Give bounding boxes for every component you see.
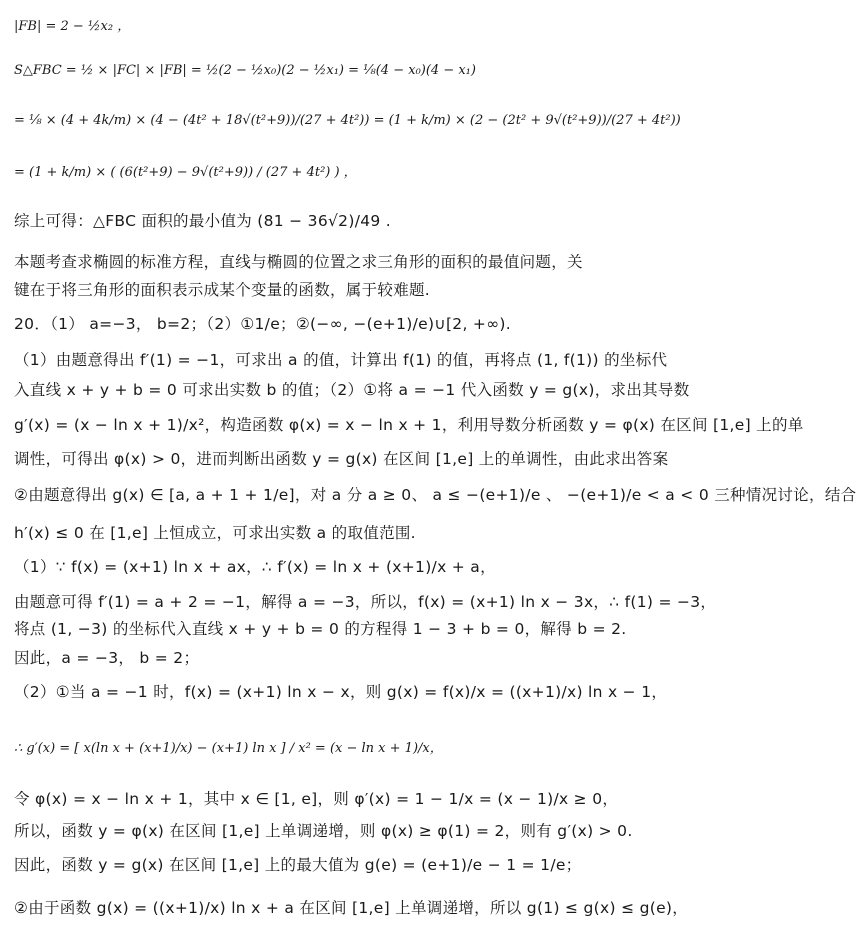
text-line-1: |FB| = 2 − ½x₂ ， bbox=[14, 19, 131, 34]
text-line-10: 入直线 x + y + b = 0 可求出实数 b 的值；（2）①将 a = −1 代入函数 y = g(x)，求出其导数 bbox=[14, 381, 690, 399]
text-line-16: 由题意可得 f′(1) = a + 2 = −1，解得 a = −3，所以，f(x) = (x+1) ln x − 3x，∴ f(1) = −3， bbox=[14, 593, 717, 611]
text-line-11: g′(x) = (x − ln x + 1)/x²，构造函数 φ(x) = x − ln x + 1，利用导数分析函数 y = φ(x) 在区间 [1,e] 上的单 bbox=[14, 416, 804, 434]
text-line-4: = (1 + k/m) × ( (6(t²+9) − 9√(t²+9)) / (27 + 4t²) ) ， bbox=[14, 165, 357, 180]
text-line-19: （2）①当 a = −1 时，f(x) = (x+1) ln x − x，则 g(x) = f(x)/x = ((x+1)/x) ln x − 1， bbox=[14, 683, 668, 701]
text-line-23: 因此，函数 y = g(x) 在区间 [1,e] 上的最大值为 g(e) = (e+1)/e − 1 = 1/e； bbox=[14, 856, 582, 874]
text-line-14: h′(x) ≤ 0 在 [1,e] 上恒成立，可求出实数 a 的取值范围. bbox=[14, 524, 416, 542]
text-line-7: 键在于将三角形的面积表示成某个变量的函数，属于较难题. bbox=[14, 281, 431, 299]
text-line-24: ②由于函数 g(x) = ((x+1)/x) ln x + a 在区间 [1,e] 上单调递增，所以 g(1) ≤ g(x) ≤ g(e)， bbox=[14, 899, 689, 917]
text-line-5: 综上可得：△FBC 面积的最小值为 (81 − 36√2)/49 . bbox=[14, 212, 391, 230]
text-line-2: S△FBC = ½ × |FC| × |FB| = ½(2 − ½x₀)(2 − ½x₁) = ⅛(4 − x₀)(4 − x₁) bbox=[14, 63, 476, 78]
text-line-18: 因此，a = −3， b = 2； bbox=[14, 649, 200, 667]
text-line-21: 令 φ(x) = x − ln x + 1，其中 x ∈ [1, e]，则 φ′(x) = 1 − 1/x = (x − 1)/x ≥ 0， bbox=[14, 790, 619, 808]
text-line-6: 本题考查求椭圆的标准方程，直线与椭圆的位置之求三角形的面积的最值问题，关 bbox=[14, 253, 583, 271]
text-line-15: （1）∵ f(x) = (x+1) ln x + ax，∴ f′(x) = ln x + (x+1)/x + a， bbox=[14, 558, 496, 576]
text-line-13: ②由题意得出 g(x) ∈ [a, a + 1 + 1/e]，对 a 分 a ≥ 0、 a ≤ −(e+1)/e 、 −(e+1)/e < a < 0 三种情况讨论，结合 bbox=[14, 486, 856, 504]
text-line-9: （1）由题意得出 f′(1) = −1，可求出 a 的值，计算出 f(1) 的值，再将点 (1, f(1)) 的坐标代 bbox=[14, 351, 668, 369]
text-line-8: 20．（1） a=−3， b=2；（2）①1/e；②(−∞, −(e+1)/e)∪[2, +∞). bbox=[14, 315, 511, 333]
text-line-3: = ⅛ × (4 + 4k/m) × (4 − (4t² + 18√(t²+9))/(27 + 4t²)) = (1 + k/m) × (2 − (2t² + 9√(t²+9))/(27 + 4t²)) bbox=[14, 113, 681, 128]
text-line-17: 将点 (1, −3) 的坐标代入直线 x + y + b = 0 的方程得 1 − 3 + b = 0，解得 b = 2. bbox=[14, 620, 627, 638]
text-line-12: 调性，可得出 φ(x) > 0，进而判断出函数 y = g(x) 在区间 [1,e] 上的单调性，由此求出答案 bbox=[14, 450, 669, 468]
text-line-20: ∴ g′(x) = [ x(ln x + (x+1)/x) − (x+1) ln x ] / x² = (x − ln x + 1)/x， bbox=[14, 741, 443, 756]
text-line-22: 所以，函数 y = φ(x) 在区间 [1,e] 上单调递增，则 φ(x) ≥ φ(1) = 2，则有 g′(x) > 0. bbox=[14, 822, 633, 840]
